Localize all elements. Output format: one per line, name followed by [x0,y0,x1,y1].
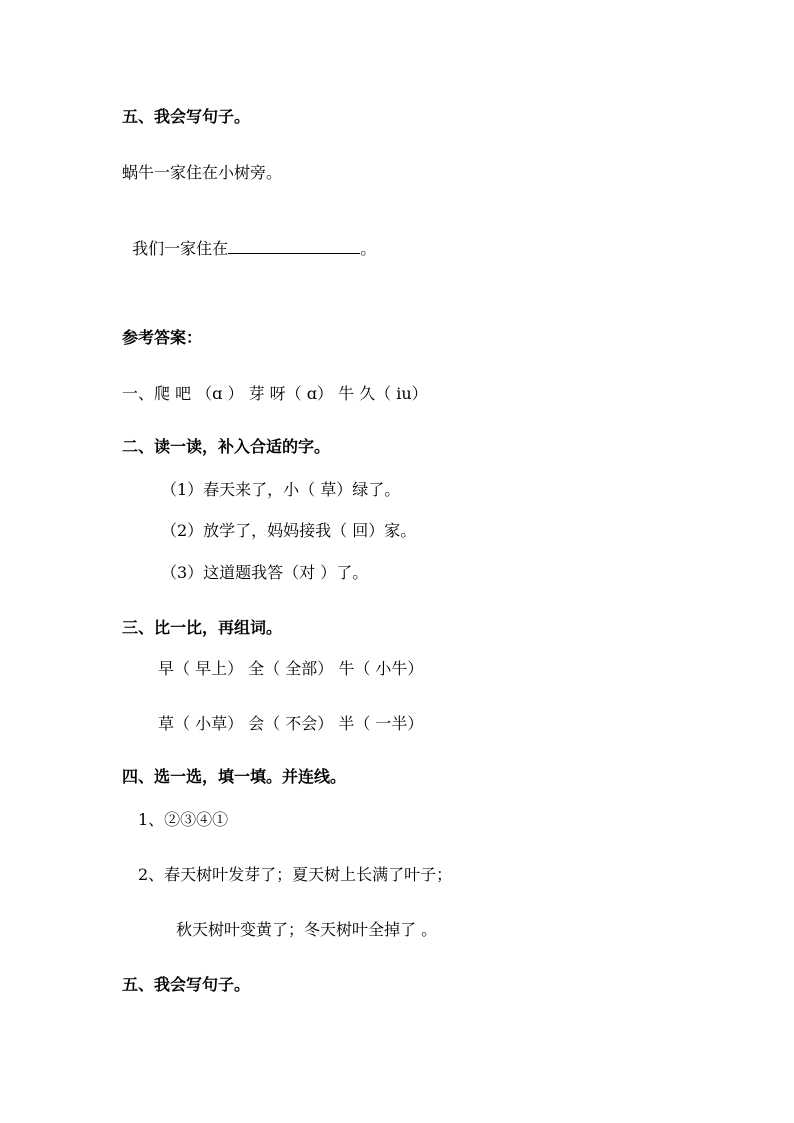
answer-q2-item: （2）放学了，妈妈接我（ 回）家。 [161,521,417,540]
example-sentence: 蜗牛一家住在小树旁。 [122,163,283,182]
answer-q4-2-line2: 秋天树叶变黄了；冬天树叶全掉了 。 [176,920,438,939]
fill-sentence-suffix: 。 [360,239,377,258]
answer-q3-row: 早（ 早上） 全（ 全部） 牛（ 小牛） [158,659,424,678]
answer-q2-title: 二、读一读，补入合适的字。 [122,437,331,456]
answer-blank[interactable] [228,239,360,254]
fill-sentence-prefix: 我们一家住在 [132,239,229,258]
answer-q3-title: 三、比一比，再组词。 [122,618,283,637]
answer-q3-row: 草（ 小草） 会（ 不会） 半（ 一半） [158,714,424,733]
answer-q2-item: （1）春天来了，小（ 草）绿了。 [161,480,401,499]
answer-q1: 一、爬 吧 （ɑ ） 芽 呀（ ɑ） 牛 久（ iu） [122,384,428,403]
answers-title: 参考答案： [122,328,203,347]
answer-q4-title: 四、选一选，填一填。并连线。 [122,767,347,786]
answer-q4-2-line1: 2、春天树叶发芽了；夏天树上长满了叶子； [138,865,453,884]
answer-q2-item: （3）这道题我答（对 ）了。 [161,563,369,582]
answer-q4-1: 1、②③④① [138,810,229,829]
section-title-write-sentence: 五、我会写句子。 [122,107,251,126]
fill-in-sentence [122,219,376,259]
answer-q5-title: 五、我会写句子。 [122,975,251,994]
